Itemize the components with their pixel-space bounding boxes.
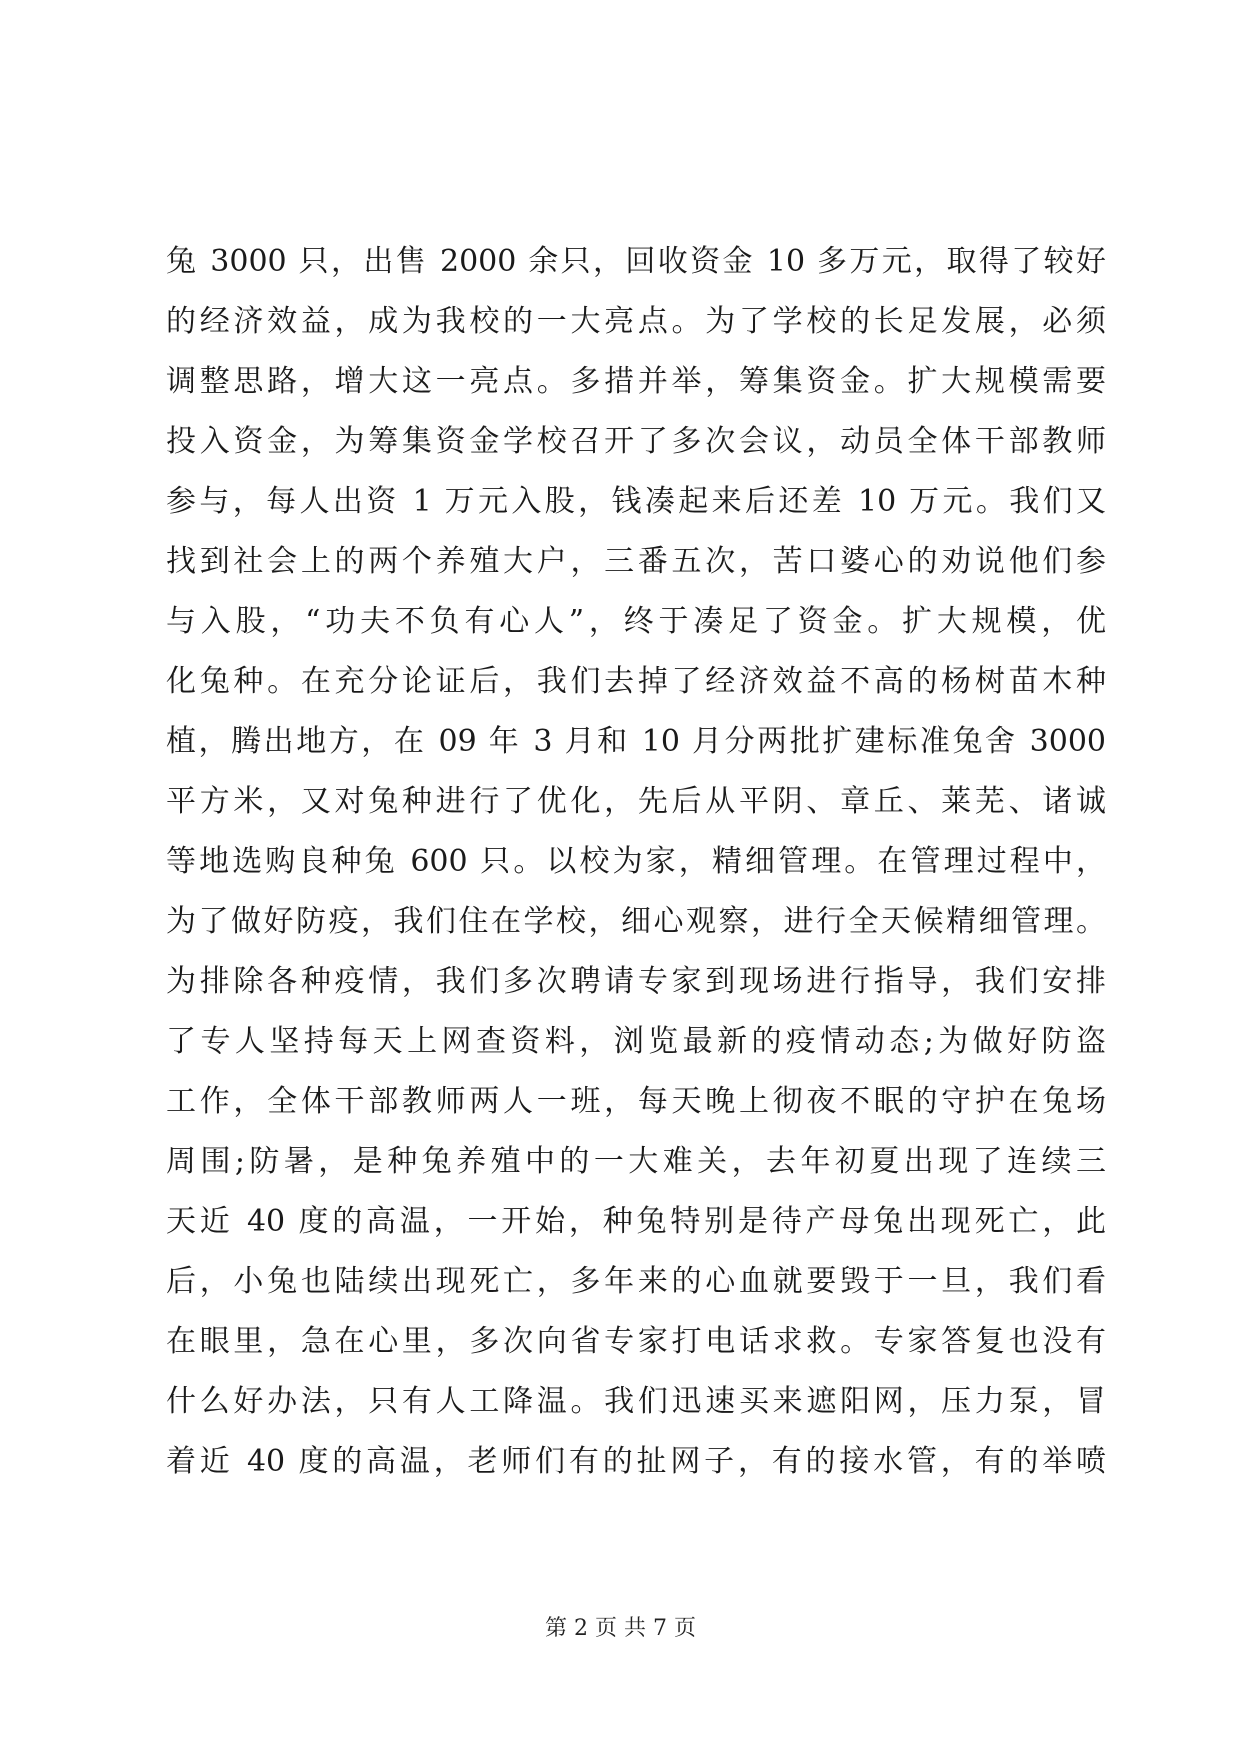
text-line-12: 为了做好防疫，我们住在学校，细心观察，进行全天候精细管理。 bbox=[166, 904, 1106, 939]
text-line-19: 在眼里，急在心里，多次向省专家打电话求救。专家答复也没有 bbox=[166, 1324, 1106, 1359]
text-line-15: 工作，全体干部教师两人一班，每天晚上彻夜不眠的守护在兔场 bbox=[166, 1084, 1106, 1119]
body-text bbox=[166, 232, 1106, 1492]
text-line-9: 植，腾出地方，在 09 年 3 月和 10 月分两批扩建标准兔舍 3000 bbox=[166, 724, 1106, 759]
text-line-18: 后，小兔也陆续出现死亡，多年来的心血就要毁于一旦，我们看 bbox=[166, 1264, 1106, 1299]
text-line-13: 为排除各种疫情，我们多次聘请专家到现场进行指导，我们安排 bbox=[166, 964, 1106, 999]
text-line-10: 平方米，又对兔种进行了优化，先后从平阴、章丘、莱芜、诸诚 bbox=[166, 784, 1106, 819]
text-line-14: 了专人坚持每天上网查资料，浏览最新的疫情动态;为做好防盗 bbox=[166, 1024, 1106, 1059]
text-line-17: 天近 40 度的高温，一开始，种兔特别是待产母兔出现死亡，此 bbox=[166, 1204, 1106, 1239]
page-number-footer: 第 2 页 共 7 页 bbox=[545, 1616, 696, 1641]
text-line-5: 参与，每人出资 1 万元入股，钱凑起来后还差 10 万元。我们又 bbox=[166, 484, 1106, 519]
text-line-11: 等地选购良种兔 600 只。以校为家，精细管理。在管理过程中， bbox=[166, 844, 1106, 879]
text-line-7: 与入股，“功夫不负有心人”，终于凑足了资金。扩大规模，优 bbox=[166, 604, 1106, 639]
text-line-16: 周围;防暑，是种兔养殖中的一大难关，去年初夏出现了连续三 bbox=[166, 1144, 1106, 1179]
text-line-4: 投入资金，为筹集资金学校召开了多次会议，动员全体干部教师 bbox=[166, 424, 1106, 459]
text-line-20: 什么好办法，只有人工降温。我们迅速买来遮阳网，压力泵，冒 bbox=[166, 1384, 1106, 1419]
text-line-2: 的经济效益，成为我校的一大亮点。为了学校的长足发展，必须 bbox=[166, 304, 1106, 339]
text-line-8: 化兔种。在充分论证后，我们去掉了经济效益不高的杨树苗木种 bbox=[166, 664, 1106, 699]
text-line-1: 兔 3000 只，出售 2000 余只，回收资金 10 多万元，取得了较好 bbox=[166, 244, 1106, 279]
text-line-6: 找到社会上的两个养殖大户，三番五次，苦口婆心的劝说他们参 bbox=[166, 544, 1106, 579]
text-line-21: 着近 40 度的高温，老师们有的扯网子，有的接水管，有的举喷 bbox=[166, 1444, 1106, 1479]
text-line-3: 调整思路，增大这一亮点。多措并举，筹集资金。扩大规模需要 bbox=[166, 364, 1106, 399]
